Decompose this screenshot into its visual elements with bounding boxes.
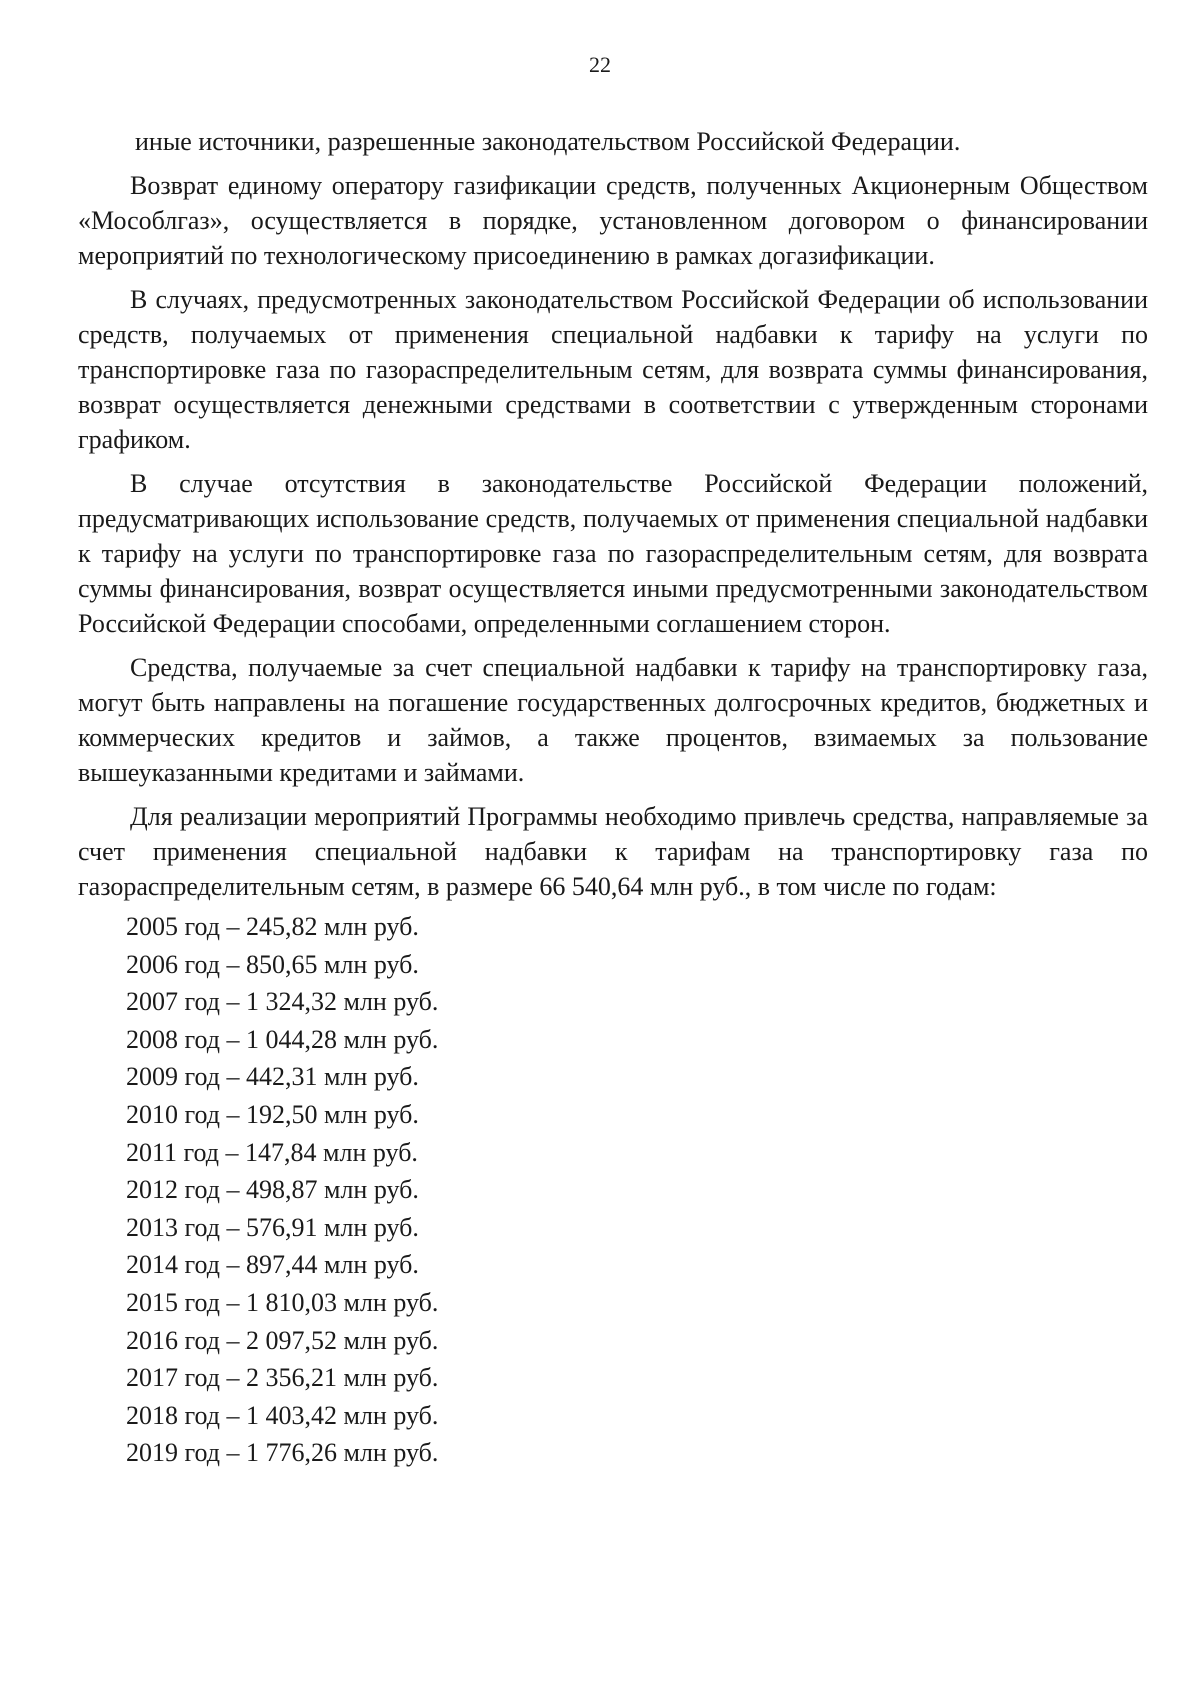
- paragraph-refund-other-methods: В случае отсутствия в законодательстве Российской Федерации положений, предусматривающих использование средств, получаемых от применения специальной надбавки к тарифу на услуги по транспортировке газа по газораспределительным сетям, для возврата суммы финансирования, возврат осуществляется иными предусмотренными законодательством Российской Федерации способами, определенными соглашением сторон.: [78, 469, 1148, 638]
- document-body: [78, 124, 1148, 1472]
- year-amount-item: 2010 год – 192,50 млн руб.: [126, 1099, 419, 1129]
- paragraph-funds-usage: Средства, получаемые за счет специальной надбавки к тарифу на транспортировку газа, могут быть направлены на погашение государственных долгосрочных кредитов, бюджетных и коммерческих кредитов и займов, а также процентов, взимаемых за пользование вышеуказанными кредитами и займами.: [78, 653, 1148, 787]
- page-number: 22: [589, 52, 611, 77]
- paragraph-other-sources: иные источники, разрешенные законодательством Российской Федерации.: [135, 127, 961, 156]
- year-amount-item: 2015 год – 1 810,03 млн руб.: [126, 1287, 439, 1317]
- year-amount-item: 2018 год – 1 403,42 млн руб.: [126, 1400, 439, 1430]
- year-amount-item: 2012 год – 498,87 млн руб.: [126, 1175, 419, 1205]
- year-amount-item: 2007 год – 1 324,32 млн руб.: [126, 987, 439, 1017]
- year-amount-item: 2008 год – 1 044,28 млн руб.: [126, 1024, 439, 1054]
- year-amount-item: 2017 год – 2 356,21 млн руб.: [126, 1363, 439, 1393]
- year-amount-item: 2014 год – 897,44 млн руб.: [126, 1250, 419, 1280]
- year-amount-item: 2019 год – 1 776,26 млн руб.: [126, 1438, 439, 1468]
- yearly-amounts-list: [78, 908, 1148, 1472]
- year-amount-item: 2013 год – 576,91 млн руб.: [126, 1212, 419, 1242]
- year-amount-item: 2016 год – 2 097,52 млн руб.: [126, 1325, 439, 1355]
- paragraph-refund-schedule: В случаях, предусмотренных законодательством Российской Федерации об использовании средств, получаемых от применения специальной надбавки к тарифу на услуги по транспортировке газа по газораспределительным сетям, для возврата суммы финансирования, возврат осуществляется денежными средствами в соответствии с утвержденным сторонами графиком.: [78, 285, 1148, 454]
- paragraph-refund-operator: Возврат единому оператору газификации средств, полученных Акционерным Обществом «Мособлгаз», осуществляется в порядке, установленном договором о финансировании мероприятий по технологическому присоединению в рамках догазификации.: [78, 171, 1148, 270]
- year-amount-item: 2011 год – 147,84 млн руб.: [126, 1137, 418, 1167]
- year-amount-item: 2005 год – 245,82 млн руб.: [126, 912, 419, 941]
- paragraph-program-funding: Для реализации мероприятий Программы необходимо привлечь средства, направляемые за счет применения специальной надбавки к тарифам на транспортировку газа по газораспределительным сетям, в размере 66 540,64 млн руб., в том числе по годам:: [78, 802, 1148, 901]
- year-amount-item: 2009 год – 442,31 млн руб.: [126, 1062, 419, 1092]
- year-amount-item: 2006 год – 850,65 млн руб.: [126, 949, 419, 979]
